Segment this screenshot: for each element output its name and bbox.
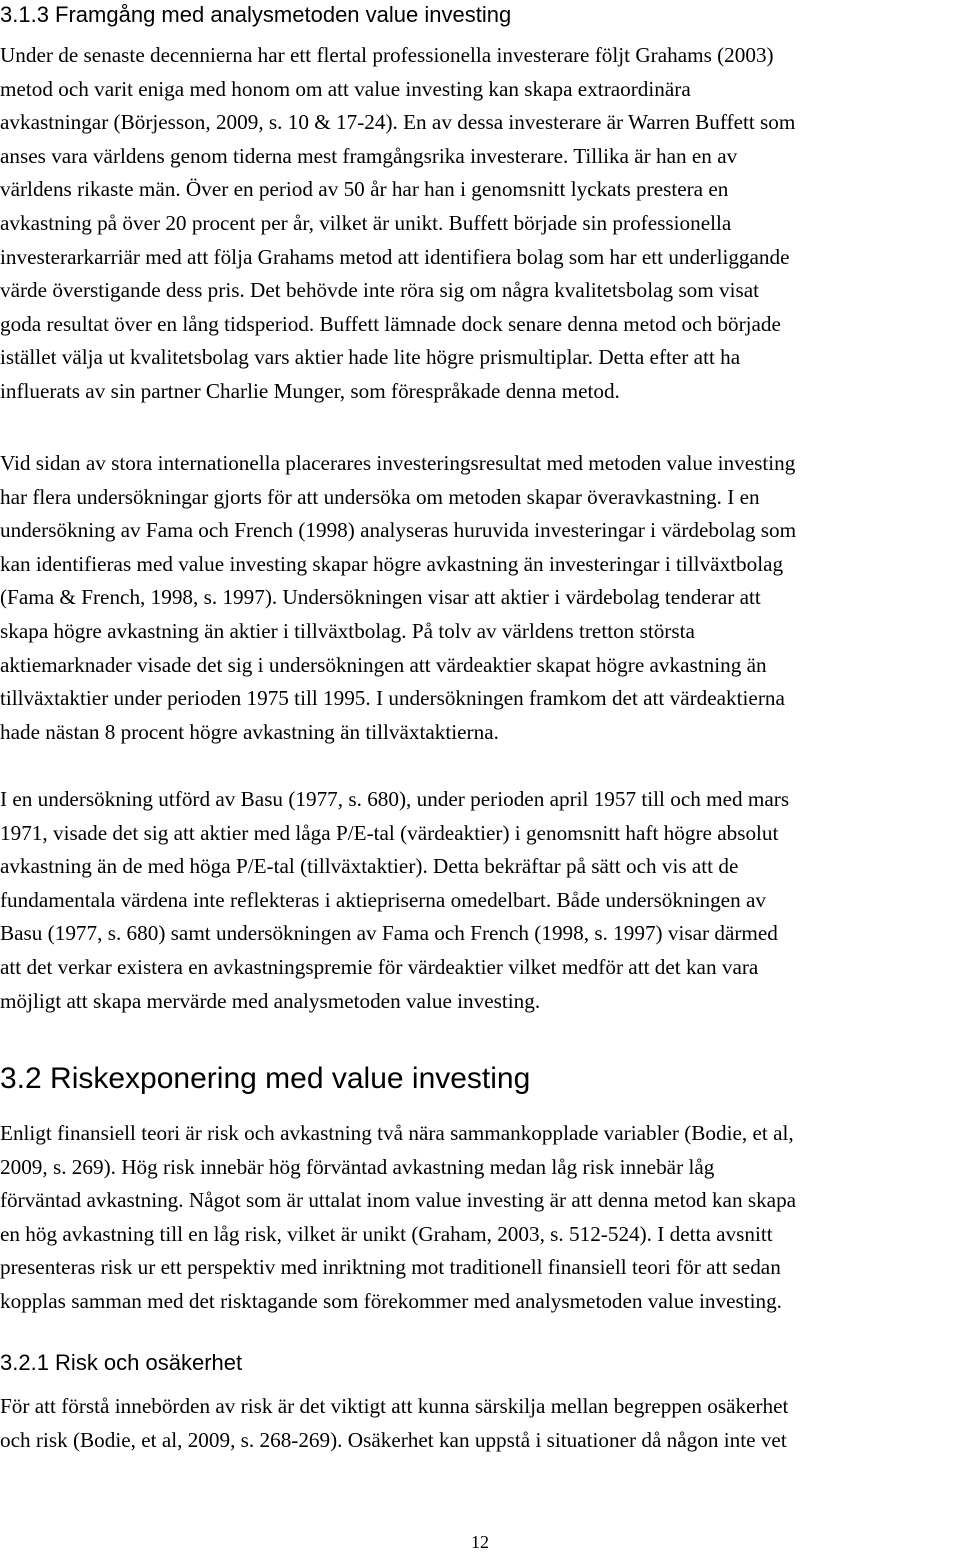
text-line: (Fama & French, 1998, s. 1997). Undersökningen visar att aktier i värdebolag tenderar att: [0, 585, 761, 610]
text-line: har flera undersökningar gjorts för att undersöka om metoden skapar överavkastning. I en: [0, 484, 760, 509]
section-heading-3-2: 3.2 Riskexponering med value investing: [0, 1062, 531, 1095]
text-line: förväntad avkastning. Något som är uttalat inom value investing är att denna metod kan skapa: [0, 1188, 797, 1213]
paragraph-risk-osakerhet: [0, 1390, 960, 1457]
text-line: avkastning på över 20 procent per år, vilket är unikt. Buffett började sin professionella: [0, 210, 732, 235]
paragraph-fama-french: [0, 447, 960, 749]
text-line: influerats av sin partner Charlie Munger, som förespråkade denna metod.: [0, 378, 620, 403]
text-line: värde överstigande dess pris. Det behövde inte röra sig om några kvalitetsbolag som visat: [0, 278, 760, 303]
text-line: aktiemarknader visade det sig i undersökningen att värdeaktier skapat högre avkastning än: [0, 652, 767, 677]
text-line: världens rikaste män. Över en period av 50 år har han i genomsnitt lyckats prestera en: [0, 177, 729, 202]
text-line: Enligt finansiell teori är risk och avkastning två nära sammankopplade variabler (Bodie, et al,: [0, 1121, 794, 1145]
text-line: och risk (Bodie, et al, 2009, s. 268-269). Osäkerhet kan uppstå i situationer då någon inte vet: [0, 1427, 787, 1452]
text-line: 2009, s. 269). Hög risk innebär hög förväntad avkastning medan låg risk innebär låg: [0, 1154, 715, 1179]
text-line: Vid sidan av stora internationella placerares investeringsresultat med metoden value investing: [0, 451, 796, 475]
text-line: anses vara världens genom tiderna mest framgångsrika investerare. Tillika är han en av: [0, 143, 738, 168]
text-line: istället välja ut kvalitetsbolag vars aktier hade lite högre prismultiplar. Detta efter att ha: [0, 345, 741, 370]
paragraph-buffett: [0, 39, 960, 409]
text-line: Under de senaste decennierna har ett flertal professionella investerare följt Grahams (2003): [0, 43, 774, 67]
text-line: presenteras risk ur ett perspektiv med inriktning mot traditionell finansiell teori för att sedan: [0, 1255, 781, 1280]
section-heading-3-1-3: 3.1.3 Framgång med analysmetoden value investing: [0, 2, 512, 27]
text-line: kopplas samman med det risktagande som förekommer med analysmetoden value investing.: [0, 1288, 782, 1313]
text-line: metod och varit eniga med honom om att value investing kan skapa extraordinära: [0, 76, 691, 101]
text-line: skapa högre avkastning än aktier i tillväxtbolag. På tolv av världens tretton största: [0, 618, 695, 643]
text-line: avkastningar (Börjesson, 2009, s. 10 & 17-24). En av dessa investerare är Warren Buffett som: [0, 110, 796, 135]
section-heading-3-2-1: 3.2.1 Risk och osäkerhet: [0, 1350, 243, 1375]
text-line: investerarkarriär med att följa Grahams metod att identifiera bolag som har ett underliggande: [0, 244, 790, 269]
page-number: 12: [471, 1532, 489, 1552]
text-line: För att förstå innebörden av risk är det viktigt att kunna särskilja mellan begreppen osäkerhet: [0, 1394, 789, 1418]
text-line: att det verkar existera en avkastningspremie för värdeaktier vilket medför att det kan vara: [0, 954, 759, 979]
text-line: möjligt att skapa mervärde med analysmetoden value investing.: [0, 988, 541, 1013]
text-line: en hög avkastning till en låg risk, vilket är unikt (Graham, 2003, s. 512-524). I detta avsnitt: [0, 1221, 773, 1246]
text-line: undersökning av Fama och French (1998) analyseras huruvida investeringar i värdebolag som: [0, 518, 797, 543]
text-line: I en undersökning utförd av Basu (1977, s. 680), under perioden april 1957 till och med mars: [0, 787, 790, 811]
text-line: goda resultat över en lång tidsperiod. Buffett lämnade dock senare denna metod och började: [0, 311, 781, 336]
text-line: Basu (1977, s. 680) samt undersökningen av Fama och French (1998, s. 1997) visar därmed: [0, 921, 778, 946]
text-line: avkastning än de med höga P/E-tal (tillväxtaktier). Detta bekräftar på sätt och vis att de: [0, 854, 739, 879]
paragraph-riskexponering: [0, 1117, 960, 1319]
text-line: 1971, visade det sig att aktier med låga P/E-tal (värdeaktier) i genomsnitt haft högre absolut: [0, 820, 779, 845]
text-line: tillväxtaktier under perioden 1975 till 1995. I undersökningen framkom det att värdeaktierna: [0, 686, 785, 711]
text-line: fundamentala värdena inte reflekteras i aktiepriserna omedelbart. Både undersökningen av: [0, 887, 766, 912]
text-line: kan identifieras med value investing skapar högre avkastning än investeringar i tillväxtbolag: [0, 551, 784, 576]
text-line: hade nästan 8 procent högre avkastning än tillväxtaktierna.: [0, 719, 499, 744]
paragraph-basu: [0, 783, 960, 1018]
